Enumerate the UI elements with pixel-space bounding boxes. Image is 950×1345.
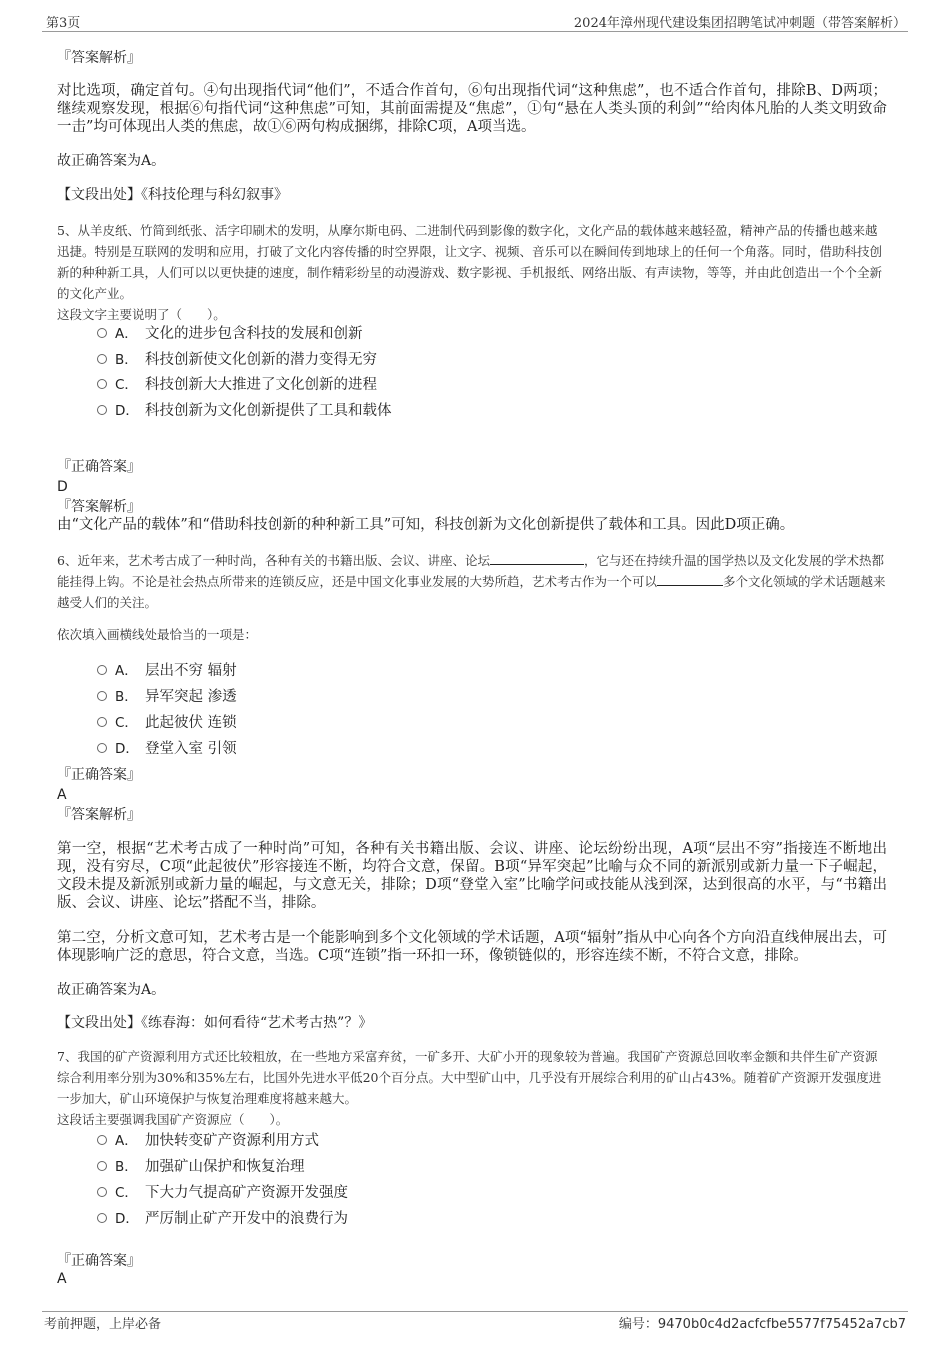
fill-blank-2[interactable]	[657, 573, 723, 586]
radio-icon[interactable]	[97, 691, 107, 701]
option-letter: C．	[115, 715, 138, 731]
option-text: 科技创新使文化创新的潜力变得无穷	[145, 352, 377, 368]
q7-option-c[interactable]	[97, 1183, 348, 1203]
fill-blank-1[interactable]	[490, 552, 584, 565]
footer-slogan: 考前押题，上岸必备	[44, 1317, 162, 1332]
q6-answer-label: 『正确答案』	[57, 767, 141, 783]
q5-question: 这段文字主要说明了（ ）。	[57, 307, 226, 322]
q6-stem-part2: ，它与还在持续升温的国学热以及文化发展的学术热都能挂得上钩。不论是社会热点所带来的连锁反应，还是中国文化事业发展的大势所趋，艺术考古作为一个可以	[57, 553, 884, 589]
option-letter: D．	[115, 741, 139, 757]
footer-divider	[42, 1311, 908, 1312]
q5-analysis: 由“文化产品的载体”和“借助科技创新的种种新工具”可知，科技创新为文化创新提供了载体和工具。因此D项正确。	[57, 517, 795, 533]
q4-source: 【文段出处】《科技伦理与科幻叙事》	[57, 187, 288, 203]
radio-icon[interactable]	[97, 379, 107, 389]
option-letter: C．	[115, 1185, 138, 1201]
option-letter: A．	[115, 326, 138, 342]
option-letter: A．	[115, 663, 138, 679]
q6-answer: A	[57, 787, 67, 803]
q7-stem: 7、我国的矿产资源利用方式还比较粗放，在一些地方采富弃贫，一矿多开、大矿小开的现象较为普遍。我国矿产资源总回收率金额和共伴生矿产资源综合利用率分别为30%和35%左右，比国外先进水平低20个百分点。大中型矿山中，几乎没有开展综合利用的矿山占43%。随着矿产资源开发强度进一步加大，矿山环境保护与恢复治理难度将越来越大。	[57, 1049, 882, 1106]
q5-analysis-label: 『答案解析』	[57, 499, 141, 515]
option-text: 加快转变矿产资源利用方式	[145, 1133, 319, 1149]
option-letter: D．	[115, 1211, 139, 1227]
q7-answer: A	[57, 1271, 67, 1287]
radio-icon[interactable]	[97, 405, 107, 415]
q5-answer: D	[57, 479, 68, 495]
q5-option-c[interactable]	[97, 375, 377, 395]
q6-stem-part3: 多个文化领域的学术话题越来越受人们的关注。	[57, 574, 886, 610]
q6-conclusion: 故正确答案为A。	[57, 982, 166, 998]
radio-icon[interactable]	[97, 354, 107, 364]
radio-icon[interactable]	[97, 328, 107, 338]
q7-option-a[interactable]	[97, 1131, 319, 1151]
q7-question: 这段话主要强调我国矿产资源应（ ）。	[57, 1112, 289, 1127]
radio-icon[interactable]	[97, 1161, 107, 1171]
q4-analysis: 对比选项，确定首句。④句出现指代词“他们”，不适合作首句，⑥句出现指代词“这种焦虑”，也不适合作首句，排除B、D两项；继续观察发现，根据⑥句指代词“这种焦虑”可知，其前面需提及“焦虑”，①句“悬在人类头顶的利剑”“给肉体凡胎的人类文明致命一击”均可体现出人类的焦虑，故①⑥两句构成捆绑，排除C项，A项当选。	[57, 83, 887, 135]
radio-icon[interactable]	[97, 717, 107, 727]
option-text: 科技创新大大推进了文化创新的进程	[145, 377, 377, 393]
header-divider	[42, 31, 908, 32]
page-number: 第3页	[46, 16, 81, 31]
radio-icon[interactable]	[97, 1135, 107, 1145]
option-text: 严厉制止矿产开发中的浪费行为	[145, 1211, 348, 1227]
option-text: 加强矿山保护和恢复治理	[145, 1159, 305, 1175]
q6-question: 依次填入画横线处最恰当的一项是：	[57, 627, 258, 642]
q7-option-b[interactable]	[97, 1157, 305, 1177]
option-letter: B．	[115, 352, 138, 368]
option-text: 文化的进步包含科技的发展和创新	[145, 326, 363, 342]
q4-analysis-label: 『答案解析』	[57, 50, 141, 66]
option-letter: A．	[115, 1133, 138, 1149]
q6-analysis-2: 第二空，分析文意可知，艺术考古是一个能影响到多个文化领域的学术话题，A项“辐射”指从中心向各个方向沿直线伸展出去，可体现影响广泛的意思，符合文意，当选。C项“连锁”指一环扣一环，像锁链似的，形容连续不断，不符合文意，排除。	[57, 930, 887, 964]
q6-option-a[interactable]	[97, 661, 237, 681]
q5-option-a[interactable]	[97, 324, 363, 344]
q6-stem	[57, 550, 887, 613]
q5-answer-label: 『正确答案』	[57, 459, 141, 475]
radio-icon[interactable]	[97, 743, 107, 753]
q5-option-d[interactable]	[97, 401, 392, 421]
q6-stem-part1: 6、近年来，艺术考古成了一种时尚，各种有关的书籍出版、会议、讲座、论坛	[57, 553, 490, 568]
option-letter: C．	[115, 377, 138, 393]
q7-option-d[interactable]	[97, 1209, 348, 1229]
option-letter: B．	[115, 689, 138, 705]
q4-conclusion: 故正确答案为A。	[57, 153, 166, 169]
option-letter: B．	[115, 1159, 138, 1175]
q6-option-b[interactable]	[97, 687, 237, 707]
option-text: 科技创新为文化创新提供了工具和载体	[145, 403, 392, 419]
radio-icon[interactable]	[97, 665, 107, 675]
option-text: 下大力气提高矿产资源开发强度	[145, 1185, 348, 1201]
q6-analysis-label: 『答案解析』	[57, 807, 141, 823]
q7-answer-label: 『正确答案』	[57, 1253, 141, 1269]
option-text: 层出不穷 辐射	[145, 663, 237, 679]
option-text: 异军突起 渗透	[145, 689, 237, 705]
radio-icon[interactable]	[97, 1187, 107, 1197]
q6-option-c[interactable]	[97, 713, 237, 733]
option-text: 此起彼伏 连锁	[145, 715, 237, 731]
q6-analysis-1: 第一空，根据“艺术考古成了一种时尚”可知，各种有关书籍出版、会议、讲座、论坛纷纷出现，A项“层出不穷”指接连不断地出现，没有穷尽，C项“此起彼伏”形容接连不断，均符合文意，保留。B项“异军突起”比喻与众不同的新派别或新力量一下子崛起，文段未提及新派别或新力量的崛起，与文意无关，排除；D项“登堂入室”比喻学问或技能从浅到深，达到很高的水平，与“书籍出版、会议、讲座、论坛”搭配不当，排除。	[57, 841, 887, 911]
q5-option-b[interactable]	[97, 350, 377, 370]
radio-icon[interactable]	[97, 1213, 107, 1223]
footer-serial: 编号：9470b0c4d2acfcfbe5577f75452a7cb7	[618, 1317, 906, 1332]
option-letter: D．	[115, 403, 139, 419]
q5-stem: 5、从羊皮纸、竹简到纸张、活字印刷术的发明，从摩尔斯电码、二进制代码到影像的数字化，文化产品的载体越来越轻盈，精神产品的传播也越来越迅捷。特别是互联网的发明和应用，打破了文化内容传播的时空界限，让文字、视频、音乐可以在瞬间传到地球上的任何一个角落。同时，借助科技创新的种种新工具，人们可以以更快捷的速度，制作精彩纷呈的动漫游戏、数字影视、手机报纸、网络出版、有声读物，等等，并由此创造出一个个全新的文化产业。	[57, 223, 883, 301]
document-title: 2024年漳州现代建设集团招聘笔试冲刺题（带答案解析）	[573, 16, 906, 31]
option-text: 登堂入室 引领	[145, 741, 237, 757]
q6-option-d[interactable]	[97, 739, 237, 759]
q6-source: 【文段出处】《练春海：如何看待“艺术考古热”？》	[57, 1015, 373, 1031]
